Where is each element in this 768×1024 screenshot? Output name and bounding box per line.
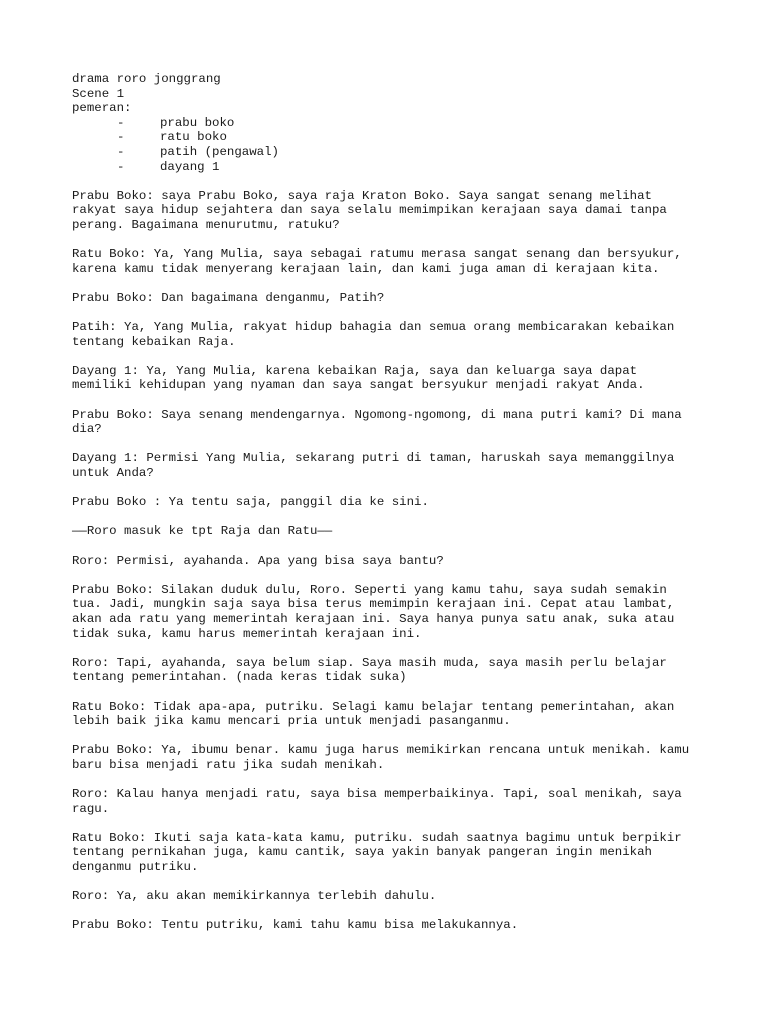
dialogue-line: tentang kebaikan Raja. bbox=[72, 334, 236, 349]
dialogue-paragraph bbox=[72, 408, 712, 437]
dialogue-line: Prabu Boko: Silakan duduk dulu, Roro. Seperti yang kamu tahu, saya sudah semakin bbox=[72, 582, 667, 597]
cast-item-dayang-1 bbox=[72, 160, 712, 175]
dialogue-paragraph bbox=[72, 320, 712, 349]
dialogue-line: karena kamu tidak menyerang kerajaan lain, dan kami juga aman di kerajaan kita. bbox=[72, 261, 660, 276]
document-title: drama roro jonggrang bbox=[72, 72, 221, 86]
dialogue-line: Prabu Boko : Ya tentu saja, panggil dia ke sini. bbox=[72, 495, 429, 510]
cast-name: prabu boko bbox=[160, 115, 235, 130]
dialogue-line: Dayang 1: Ya, Yang Mulia, karena kebaikan Raja, saya dan keluarga saya dapat bbox=[72, 363, 638, 378]
dialogue-line: rakyat saya hidup sejahtera dan saya selalu memimpikan kerajaan saya damai tanpa bbox=[72, 203, 667, 218]
cast-list bbox=[72, 116, 712, 174]
cast-item-ratu-boko bbox=[72, 130, 712, 145]
dialogue-line: Roro: Permisi, ayahanda. Apa yang bisa saya bantu? bbox=[72, 553, 444, 568]
dialogue-line: tentang pernikahan juga, kamu cantik, saya yakin banyak pangeran ingin menikah bbox=[72, 845, 652, 860]
dialogue-line: Prabu Boko: Dan bagaimana denganmu, Patih? bbox=[72, 290, 385, 305]
dialogue-paragraph bbox=[72, 656, 712, 685]
cast-name: patih (pengawal) bbox=[160, 144, 279, 159]
dialogue-paragraph bbox=[72, 247, 712, 276]
dialogue-paragraph bbox=[72, 583, 712, 641]
dialogue-paragraph bbox=[72, 291, 712, 306]
dialogue-line: Prabu Boko: saya Prabu Boko, saya raja Kraton Boko. Saya sangat senang melihat bbox=[72, 188, 652, 203]
dialogue-line: untuk Anda? bbox=[72, 466, 154, 481]
dialogue-line: Roro: Ya, aku akan memikirkannya terlebih dahulu. bbox=[72, 889, 437, 904]
dialogue-paragraph bbox=[72, 495, 712, 510]
list-dash: - bbox=[117, 159, 125, 174]
dialogue-paragraph bbox=[72, 554, 712, 569]
dialogue-line: Ratu Boko: Tidak apa-apa, putriku. Selagi kamu belajar tentang pemerintahan, akan bbox=[72, 699, 675, 714]
list-dash: - bbox=[117, 144, 125, 159]
dialogue-paragraph bbox=[72, 364, 712, 393]
dialogue-line: Patih: Ya, Yang Mulia, rakyat hidup bahagia dan semua orang membicarakan kebaikan bbox=[72, 320, 675, 335]
dialogue-paragraph bbox=[72, 700, 712, 729]
dialogue-paragraph bbox=[72, 787, 712, 816]
dialogue-line: ——Roro masuk ke tpt Raja dan Ratu—— bbox=[72, 524, 333, 539]
dialogue-paragraph bbox=[72, 831, 712, 875]
dialogue-line: Roro: Tapi, ayahanda, saya belum siap. Saya masih muda, saya masih perlu belajar bbox=[72, 655, 667, 670]
cast-name: ratu boko bbox=[160, 130, 227, 145]
dialogue-line: Ratu Boko: Ikuti saja kata-kata kamu, putriku. sudah saatnya bagimu untuk berpikir bbox=[72, 830, 682, 845]
dialogue-paragraph bbox=[72, 189, 712, 233]
dialogue-line: memiliki kehidupan yang nyaman dan saya sangat bersyukur menjadi rakyat Anda. bbox=[72, 378, 645, 393]
dialogue-line: ragu. bbox=[72, 801, 110, 816]
dialogue-line: Ratu Boko: Ya, Yang Mulia, saya sebagai ratumu merasa sangat senang dan bersyukur, bbox=[72, 247, 682, 262]
cast-item-patih bbox=[72, 145, 712, 160]
dialogue-line: Prabu Boko: Saya senang mendengarnya. Ngomong-ngomong, di mana putri kami? Di mana bbox=[72, 407, 682, 422]
dialogue-line: tentang pemerintahan. (nada keras tidak suka) bbox=[72, 670, 407, 685]
scene-heading: Scene 1 bbox=[72, 86, 125, 101]
dialogue-line: tua. Jadi, mungkin saja saya bisa terus memimpin kerajaan ini. Cepat atau lambat, bbox=[72, 597, 675, 612]
dialogue-paragraph bbox=[72, 918, 712, 933]
cast-item-prabu-boko bbox=[72, 116, 712, 131]
dialogue-line: baru bisa menjadi ratu jika sudah menikah. bbox=[72, 757, 385, 772]
dialogue-paragraph bbox=[72, 743, 712, 772]
dialogue-paragraph bbox=[72, 451, 712, 480]
cast-label: pemeran: bbox=[72, 101, 132, 116]
dialogue-body bbox=[72, 189, 712, 933]
dialogue-line: dia? bbox=[72, 422, 102, 437]
dialogue-paragraph bbox=[72, 524, 712, 539]
dialogue-paragraph bbox=[72, 889, 712, 904]
dialogue-line: Prabu Boko: Ya, ibumu benar. kamu juga harus memikirkan rencana untuk menikah. kamu bbox=[72, 743, 690, 758]
dialogue-line: Dayang 1: Permisi Yang Mulia, sekarang putri di taman, haruskah saya memanggilnya bbox=[72, 451, 675, 466]
dialogue-line: tidak suka, kamu harus memerintah kerajaan ini. bbox=[72, 626, 422, 641]
document-page bbox=[72, 72, 712, 933]
dialogue-line: denganmu putriku. bbox=[72, 860, 199, 875]
list-dash: - bbox=[117, 115, 125, 130]
cast-name: dayang 1 bbox=[160, 159, 220, 174]
dialogue-line: lebih baik jika kamu mencari pria untuk menjadi pasanganmu. bbox=[72, 714, 511, 729]
list-dash: - bbox=[117, 130, 125, 145]
dialogue-line: Prabu Boko: Tentu putriku, kami tahu kamu bisa melakukannya. bbox=[72, 918, 519, 933]
dialogue-line: akan ada ratu yang memerintah kerajaan ini. Saya hanya punya satu anak, suka atau bbox=[72, 611, 675, 626]
dialogue-line: Roro: Kalau hanya menjadi ratu, saya bisa memperbaikinya. Tapi, soal menikah, saya bbox=[72, 787, 682, 802]
dialogue-line: perang. Bagaimana menurutmu, ratuku? bbox=[72, 217, 340, 232]
